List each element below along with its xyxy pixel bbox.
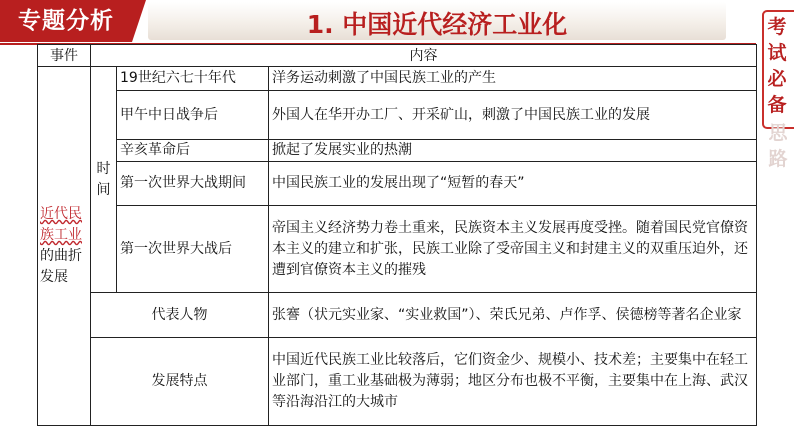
event-cell	[38, 67, 91, 426]
content-cell: 外国人在华开办工厂、开采矿山，刺激了中国民族工业的发展	[269, 91, 757, 140]
features-content: 中国近代民族工业比较落后，它们资金少、规模小、技术差；主要集中在轻工业部门，重工业基础极为薄弱；地区分布也极不平衡，主要集中在上海、武汉等沿海沿江的大城市	[269, 338, 757, 426]
header-bar	[0, 0, 794, 44]
table-row	[38, 293, 757, 338]
period-cell: 第一次世界大战后	[117, 206, 269, 293]
section-tag: 专题分析	[0, 0, 132, 42]
representative-content: 张謇（状元实业家、“实业救国”）、荣氏兄弟、卢作孚、侯德榜等著名企业家	[269, 293, 757, 338]
features-label: 发展特点	[91, 338, 269, 426]
industrialization-table	[37, 44, 757, 426]
representative-label: 代表人物	[91, 293, 269, 338]
side-badge-ghost-text: 思路	[768, 122, 788, 170]
content-cell: 中国民族工业的发展出现了“短暂的春天”	[269, 162, 757, 206]
page-title: 1. 中国近代经济工业化	[306, 10, 568, 39]
side-badge	[756, 0, 794, 447]
header-event: 事件	[38, 45, 91, 67]
period-cell: 辛亥革命后	[117, 140, 269, 162]
title-band	[148, 2, 726, 40]
content-cell: 掀起了发展实业的热潮	[269, 140, 757, 162]
period-cell: 第一次世界大战期间	[117, 162, 269, 206]
header-content: 内容	[91, 45, 757, 67]
time-cell: 时间	[91, 67, 117, 293]
content-cell: 帝国主义经济势力卷土重来，民族资本主义发展再度受挫。随着国民党官僚资本主义的建立和扩张，民族工业除了受帝国主义和封建主义的双重压迫外，还遭到官僚资本主义的摧残	[269, 206, 757, 293]
side-badge-text: 考试必备	[767, 16, 787, 116]
table-row	[38, 162, 757, 206]
section-tag-tail	[132, 0, 146, 42]
period-cell: 甲午中日战争后	[117, 91, 269, 140]
event-label-rest: 的曲折发展	[40, 248, 82, 285]
table-header-row	[38, 45, 757, 67]
table-row	[38, 67, 757, 91]
period-cell: 19世纪六七十年代	[117, 67, 269, 91]
table-row	[38, 91, 757, 140]
table-row	[38, 338, 757, 426]
table-row	[38, 206, 757, 293]
content-cell: 洋务运动刺激了中国民族工业的产生	[269, 67, 757, 91]
event-label-highlight: 近代民族工业	[40, 206, 82, 243]
table-row	[38, 140, 757, 162]
